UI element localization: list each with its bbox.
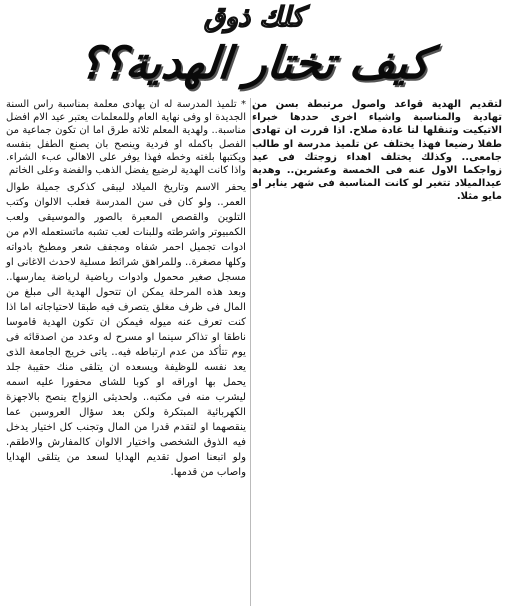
intro-column: لتقديم الهدية قواعد واصول مرتبطة بسن من تهادية والمناسبة واشياء اخرى حددها خبراء الاتيكيت وتنقلها لنا غادة صلاح. اذا قررت ان تهادى طفلا رضيعا فهذا يختلف عن تلميذ مدرسة او طالب جامعى.. وكذلك يختلف اهداء زوجتك فى عيد زواجكما الاول عنه فى الخمسة وعشرين.. وهدية عيدالميلاد تتغير لو كانت المناسبة فى شهر يناير او مايو مثلا. [252,99,502,203]
left-column-top: * تلميذ المدرسة له ان يهادى معلمة بمناسبة راس السنة الجديدة او وفى نهاية العام وللمعلمات يعتبر عيد الام افضل مناسبة.. ولهدية المعلم ثلاثة طرق اما ان تكون جماعية من الفصل باكمله او فردية وينصح بان يصنع الطفل بنفسه ويكتبها بلغته وخطه فهذا يوفر على الاهالى عبء الشراء. واذا كانت الهدية لرضيع يفضل الذهب والفضة وعلى الخاتم [6,99,246,177]
column-divider [250,98,251,606]
article-headline: كيف تختار الهدية؟؟ [76,38,432,89]
section-kicker: كلك ذوق [204,2,304,33]
section-kicker-wrap [0,2,508,34]
left-column-body: يحفر الاسم وتاريخ الميلاد ليبقى كذكرى جميلة طوال العمر.. ولو كان فى سن المدرسة فعلب الالوان وكتب التلوين والقصص المعبرة بالصور والموسيقى ولعب الكمبيوتر واشرطته وللبنات لعب تشبه ماتستعمله الام من ادوات تجميل احمر شفاه ومجفف شعر ومطبخ بادواته وكلها مصغرة.. وللمراهق شرائط مسلية لاحدث الاغانى او مسجل صغير محمول وادوات رياضية لرياضة يمارسها.. وبعد هذه المرحلة يمكن ان تتحول الهدية الى مبلغ من المال فى ظرف مغلق يتصرف فيه طبقا لاحتياجاته اما اذا كنت تعرف عنه ميوله فيمكن ان تكون الهدية قاموسا ناطقا او تذاكر سينما او مسرح له وعدد من اصدقائه فى يوم تتأكد من عدم ارتباطه فيه.. ياتى خريج الجامعة الذى يعد نفسه للوظيفة ويسعده ان يتلقى منك حقيبة جلد يحمل بها اوراقه او كوبا للشاى محفورا عليه اسمه ليشرب منه فى مكتبه.. ولحديثى الزواج ينصح بالاجهزة الكهربائية المبتكرة ولكن بعد سؤال العروسين عما ينقصهما او لتقدم قدرا من المال وتجنب كل اختيار يدخل فيه الذوق الشخصى واختيار الالوان كالمفارش والاطقم. ولو اتبعنا اصول تقديم الهدايا لسعد من يتلقى الهدايا واصاب من قدمها. [6,182,246,478]
headline-wrap [20,38,488,90]
